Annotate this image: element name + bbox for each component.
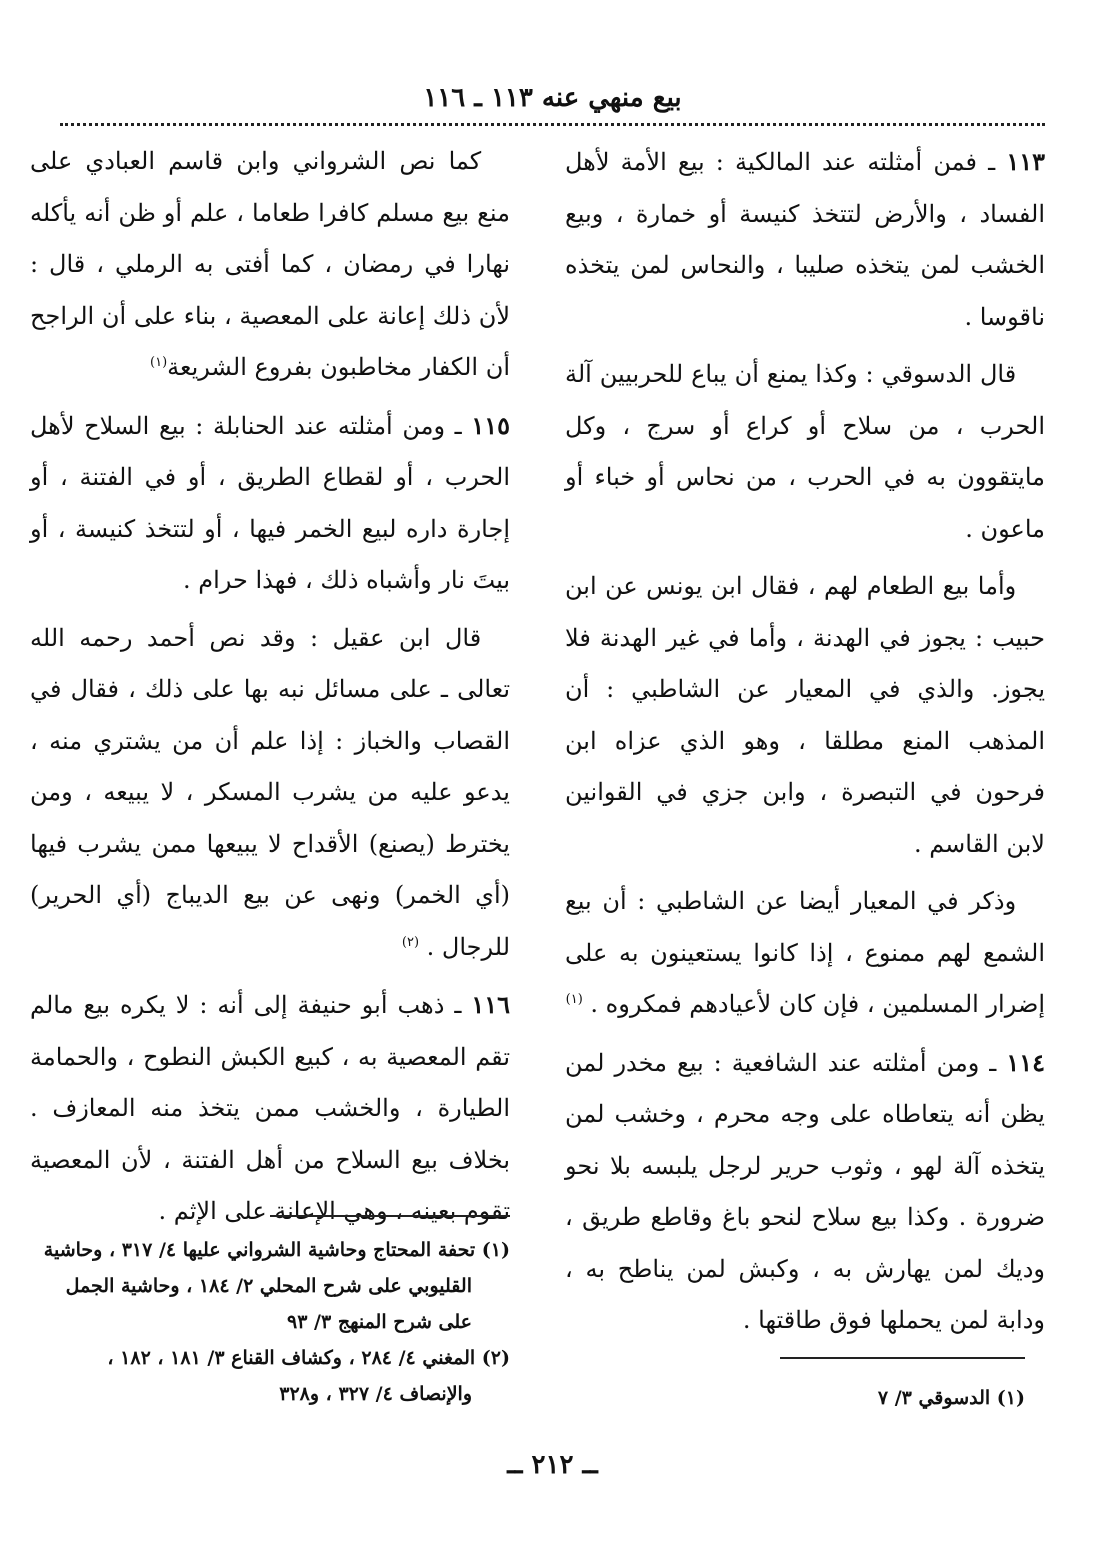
paragraph-dasuqi: قال الدسوقي : وكذا يمنع أن يباع للحربيين آلة الحرب ، من سلاح أو كراع أو سرج ، وكل مايتقوون به في الحرب ، من نحاس أو خباء أو ماعون . — [565, 360, 1045, 543]
paragraph-text: ـ فمن أمثلته عند المالكية : بيع الأمة لأهل الفساد ، والأرض لتتخذ كنيسة أو خمارة ، وبيع الخشب لمن يتخذه صليبا ، والنحاس لمن يتخذه ناقوسا . — [565, 148, 1045, 331]
paragraph-114 — [565, 1037, 1045, 1347]
paragraph-candles — [565, 876, 1045, 1031]
left-text-column — [30, 136, 510, 1238]
paragraph-text: كما نص الشرواني وابن قاسم العبادي على منع بيع مسلم كافرا طعاما ، علم أو ظن أنه يأكله نهارا في رمضان ، كما أفتى به الرملي ، قال : لأن ذلك إعانة على المعصية ، بناء على أن الراجح أن الكفار مخاطبون بفروع الشريعة — [30, 147, 510, 381]
paragraph-113 — [565, 136, 1045, 343]
footnote: (١) تحفة المحتاج وحاشية الشرواني عليها ٤/ ٣١٧ ، وحاشية القليوبي على شرح المحلي ٢/ ١٨٤ ، وحاشية الجمل على شرح المنهج ٣/ ٩٣ — [43, 1239, 510, 1333]
running-title: بيع منهي عنه ١١٣ ـ ١١٦ — [423, 83, 682, 113]
paragraph-text: ـ ومن أمثلته عند الشافعية : بيع مخدر لمن يظن أنه يتعاطاه على وجه محرم ، وخشب لمن يتخذه آلة لهو ، وثوب حرير لرجل يلبسه بلا نحو ضرورة . وكذا بيع سلاح لنحو باغ وقاطع طريق ، وديك لمن يهارش به ، وكبش لمن يناطح به ، ودابة لمن يحملها فوق طاقتها . — [565, 1048, 1045, 1334]
footnote-ref: (١) — [565, 992, 583, 1007]
page-header — [60, 78, 1045, 118]
paragraph-text: ـ ذهب أبو حنيفة إلى أنه : لا يكره بيع مالم تقم المعصية به ، كبيع الكبش النطوح ، والحمامة الطيارة ، والخشب ممن يتخذ منه المعازف . بخلاف بيع السلاح من أهل الفتنة ، لأن المعصية تقوم بعينه ، وهي الإعانة على الإثم . — [30, 991, 510, 1225]
paragraph-116 — [30, 979, 510, 1238]
paragraph-number: ١١٤ — [1006, 1047, 1045, 1077]
paragraph-text: وذكر في المعيار أيضا عن الشاطبي : أن بيع الشمع لهم ممنوع ، إذا كانوا يستعينون به على إضرار المسلمين ، فإن كان لأعيادهم فمكروه . — [565, 887, 1045, 1018]
footnote-divider — [780, 1357, 1025, 1359]
left-footnotes — [30, 1232, 510, 1412]
header-divider — [60, 123, 1045, 126]
paragraph-ibn-aqil — [30, 613, 510, 974]
footnote: (٢) المغني ٤/ ٢٨٤ ، وكشاف القناع ٣/ ١٨١ ، ١٨٢ ، والإنصاف ٤/ ٣٢٧ ، و٣٢٨ — [107, 1347, 510, 1405]
right-footnotes — [565, 1380, 1025, 1416]
paragraph-115 — [30, 400, 510, 607]
paragraph-food-sale: وأما بيع الطعام لهم ، فقال ابن يونس عن ابن حبيب : يجوز في الهدنة ، وأما في غير الهدنة فلا يجوز. والذي في المعيار عن الشاطبي : أن المذهب المنع مطلقا ، وهو الذي عزاه ابن فرحون في التبصرة ، وابن جزي في القوانين لابن القاسم . — [565, 572, 1045, 858]
paragraph-number: ١١٥ — [471, 410, 510, 440]
paragraph-text: قال ابن عقيل : وقد نص أحمد رحمه الله تعالى ـ على مسائل نبه بها على ذلك ، فقال في القصاب والخباز : إذا علم أن من يشتري منه ، يدعو عليه من يشرب المسكر ، لا يبيعه ، ومن يخترط (يصنع) الأقداح لا يبيعها ممن يشرب فيها (أي الخمر) ونهى عن بيع الديباج (أي الحرير) للرجال . — [30, 623, 510, 961]
footnote-ref: (٢) — [401, 934, 420, 950]
paragraph-number: ١١٦ — [471, 990, 510, 1019]
footnote-divider — [270, 1215, 510, 1217]
paragraph-number: ١١٣ — [1006, 147, 1045, 176]
footnote: (١) الدسوقي ٣/ ٧ — [877, 1387, 1025, 1409]
footnote-ref: (١) — [150, 355, 168, 370]
paragraph-text: ـ ومن أمثلته عند الحنابلة : بيع السلاح لأهل الحرب ، أو لقطاع الطريق ، أو في الفتنة ، أو إجارة داره لبيع الخمر فيها ، أو لتتخذ كنيسة ، أو بيتَ نار وأشباه ذلك ، فهذا حرام . — [30, 411, 510, 594]
paragraph-shirwani — [30, 136, 510, 394]
right-text-column — [565, 136, 1045, 1347]
page-number: ــ ٢١٢ ــ — [507, 1450, 598, 1480]
